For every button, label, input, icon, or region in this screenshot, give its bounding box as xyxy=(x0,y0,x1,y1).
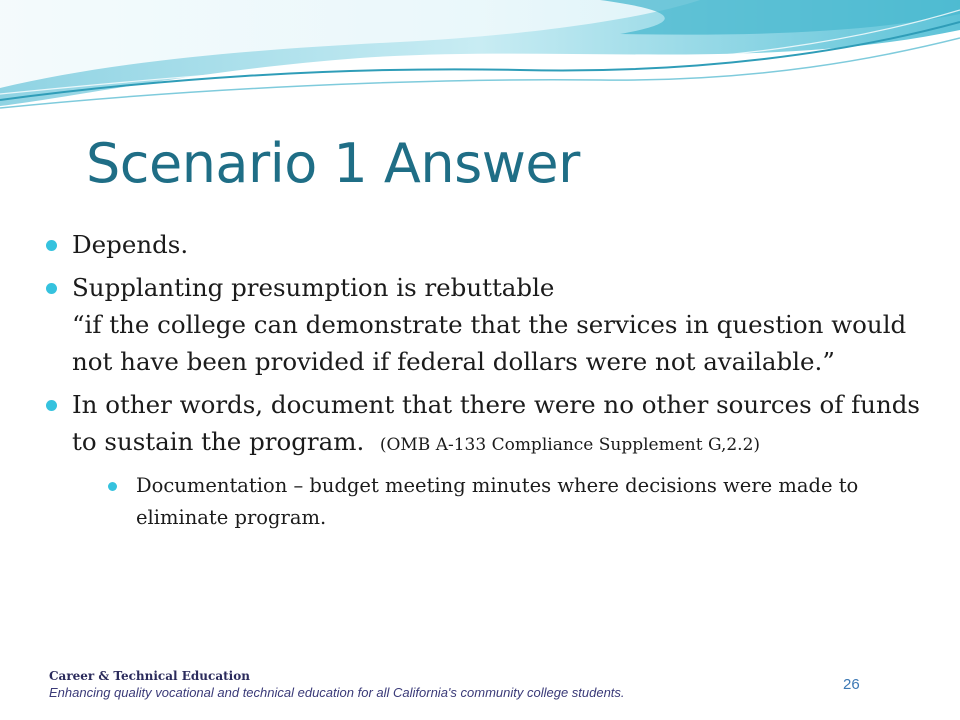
slide-title: Scenario 1 Answer xyxy=(86,132,580,195)
footer xyxy=(49,668,625,702)
bullet-text: Depends. xyxy=(72,230,189,259)
bullet-dot-icon xyxy=(46,283,57,294)
bullet-item xyxy=(46,269,926,380)
bullet-list xyxy=(46,226,926,540)
bullet-item xyxy=(46,226,926,263)
bullet-quote: “if the college can demonstrate that the services in question would not have been provided if federal dollars were not available.” xyxy=(72,310,907,376)
sub-bullet-text: Documentation – budget meeting minutes where decisions were made to eliminate program. xyxy=(136,474,859,529)
wave-banner xyxy=(0,0,960,120)
page-number: 26 xyxy=(843,676,860,693)
footer-tagline: Enhancing quality vocational and technical education for all California's community college students. xyxy=(49,685,625,700)
bullet-dot-icon xyxy=(46,400,57,411)
sub-bullet-dot-icon xyxy=(108,482,117,491)
bullet-text: Supplanting presumption is rebuttable xyxy=(72,273,555,302)
bullet-item xyxy=(46,386,926,534)
bullet-text: In other words, document that there were no other sources of funds to sustain the program. xyxy=(72,390,920,456)
sub-bullet-item xyxy=(108,470,926,534)
bullet-reference: (OMB A-133 Compliance Supplement G,2.2) xyxy=(379,435,761,455)
footer-organization: Career & Technical Education xyxy=(49,669,250,683)
bullet-dot-icon xyxy=(46,240,57,251)
